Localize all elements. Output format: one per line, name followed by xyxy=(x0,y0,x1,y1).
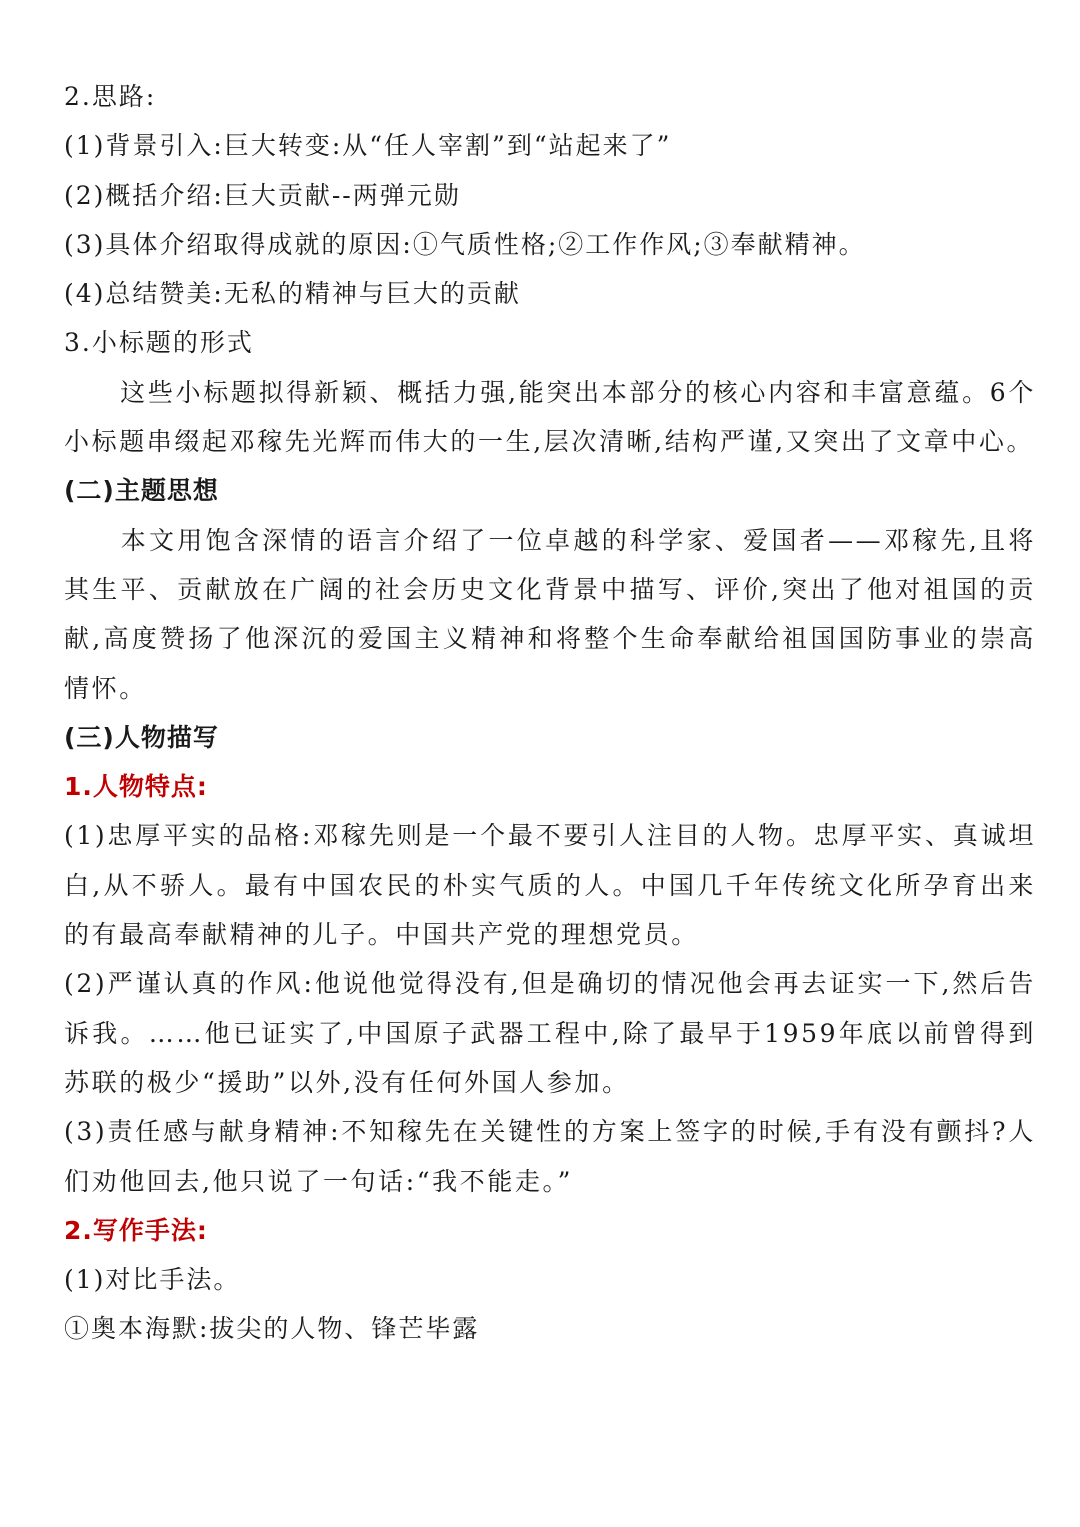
subtitles-paragraph xyxy=(64,368,1036,467)
theme-paragraph xyxy=(64,516,1036,713)
theme-paragraph-text: 本文用饱含深情的语言介绍了一位卓越的科学家、爱国者——邓稼先,且将其生平、贡献放在广阔的社会历史文化背景中描写、评价,突出了他对祖国的贡献,高度赞扬了他深沉的爱国主义精神和将整个生命奉献给祖国国防事业的崇高情怀。 xyxy=(64,525,1036,703)
method-item: (1)对比手法。 xyxy=(64,1265,241,1295)
trait-paragraph: (2)严谨认真的作风:他说他觉得没有,但是确切的情况他会再去证实一下,然后告诉我。……他已证实了,中国原子武器工程中,除了最早于1959年底以前曾得到苏联的极少“援助”以外,没有任何外国人参加。 xyxy=(64,969,1036,1097)
outline-item: (2)概括介绍:巨大贡献--两弹元勋 xyxy=(64,180,461,210)
subtitles-heading: 3.小标题的形式 xyxy=(64,328,254,358)
trait-paragraph: (1)忠厚平实的品格:邓稼先则是一个最不要引人注目的人物。忠厚平实、真诚坦白,从不骄人。最有中国农民的朴实气质的人。中国几千年传统文化所孕育出来的有最高奉献精神的儿子。中国共产党的理想党员。 xyxy=(64,821,1036,950)
outline-item: (3)具体介绍取得成就的原因:①气质性格;②工作作风;③奉献精神。 xyxy=(64,229,866,259)
theme-heading: (二)主题思想 xyxy=(64,476,219,506)
methods-heading: 2.写作手法: xyxy=(64,1215,208,1245)
method-item: ①奥本海默:拔尖的人物、锋芒毕露 xyxy=(64,1314,480,1344)
document-page xyxy=(64,72,1036,1354)
outline-item: (1)背景引入:巨大转变:从“任人宰割”到“站起来了” xyxy=(64,131,672,161)
outline-heading: 2.思路: xyxy=(64,82,157,111)
traits-heading: 1.人物特点: xyxy=(64,772,208,802)
outline-item: (4)总结赞美:无私的精神与巨大的贡献 xyxy=(64,279,521,309)
subtitles-paragraph-text: 这些小标题拟得新颖、概括力强,能突出本部分的核心内容和丰富意蕴。6个小标题串缀起邓稼先光辉而伟大的一生,层次清晰,结构严谨,又突出了文章中心。 xyxy=(64,377,1036,457)
character-heading: (三)人物描写 xyxy=(64,722,219,752)
trait-paragraph: (3)责任感与献身精神:不知稼先在关键性的方案上签字的时候,手有没有颤抖?人们劝他回去,他只说了一句话:“我不能走。” xyxy=(64,1117,1036,1196)
